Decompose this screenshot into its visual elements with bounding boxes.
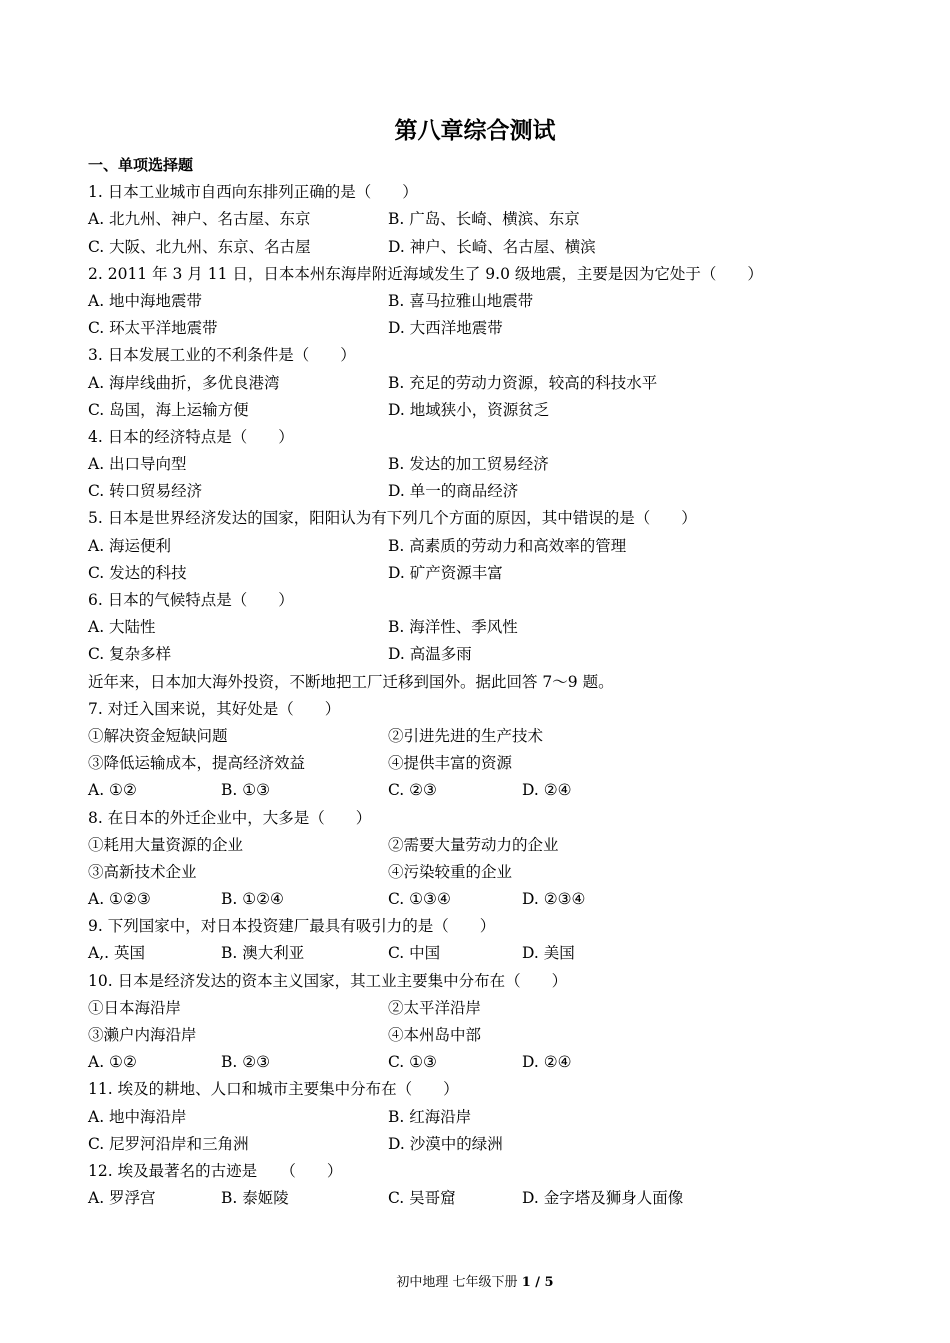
question-line: 11. 埃及的耕地、人口和城市主要集中分布在（ ） bbox=[88, 1080, 459, 1099]
options-row bbox=[88, 723, 868, 750]
option-text: A. 北九州、神户、名古屋、东京 bbox=[88, 210, 311, 229]
option-text: A. 海运便利 bbox=[88, 536, 172, 555]
option-text: D. 金字塔及狮身人面像 bbox=[522, 1189, 684, 1208]
option-text: B. 泰姬陵 bbox=[221, 1189, 289, 1208]
options-row bbox=[88, 641, 868, 668]
option-text: C. 岛国，海上运输方便 bbox=[88, 400, 249, 419]
option-text: A,. 英国 bbox=[88, 944, 145, 963]
options-row bbox=[88, 1049, 868, 1076]
options-row bbox=[88, 533, 868, 560]
option-text: ④本州岛中部 bbox=[388, 1026, 482, 1044]
option-text: B. 高素质的劳动力和高效率的管理 bbox=[388, 536, 627, 555]
options-row bbox=[88, 560, 868, 587]
option-text: C. 中国 bbox=[388, 944, 441, 963]
options-row bbox=[88, 288, 868, 315]
option-text: C. ②③ bbox=[388, 781, 437, 800]
options-row bbox=[88, 777, 868, 804]
options-row bbox=[88, 886, 868, 913]
option-text: A. 罗浮宫 bbox=[88, 1189, 156, 1208]
option-text: C. 吴哥窟 bbox=[388, 1189, 456, 1208]
options-row bbox=[88, 1185, 868, 1212]
option-text: C. ①③ bbox=[388, 1053, 437, 1072]
option-text: ②引进先进的生产技术 bbox=[388, 726, 544, 745]
section-heading: 一、单项选择题 bbox=[88, 156, 194, 174]
question-line: 4. 日本的经济特点是（ ） bbox=[88, 427, 294, 446]
option-text: A. 地中海地震带 bbox=[88, 291, 203, 310]
options-row bbox=[88, 1104, 868, 1131]
option-text: D. 高温多雨 bbox=[388, 645, 472, 664]
option-text: A. 出口导向型 bbox=[88, 455, 187, 474]
option-text: ②太平洋沿岸 bbox=[388, 998, 482, 1017]
option-text: D. 沙漠中的绿洲 bbox=[388, 1134, 503, 1153]
question-line: 7. 对迁入国来说，其好处是（ ） bbox=[88, 699, 341, 718]
options-row bbox=[88, 234, 868, 261]
option-text: D. ②③④ bbox=[522, 890, 586, 909]
question-line: 6. 日本的气候特点是（ ） bbox=[88, 591, 294, 609]
option-text: B. 喜马拉雅山地震带 bbox=[388, 291, 534, 310]
options-row bbox=[88, 832, 868, 859]
question-line: 1. 日本工业城市自西向东排列正确的是（ ） bbox=[88, 183, 418, 202]
question-line: 9. 下列国家中，对日本投资建厂最具有吸引力的是（ ） bbox=[88, 917, 496, 936]
option-text: ①耗用大量资源的企业 bbox=[88, 835, 244, 854]
question-line: 12. 埃及最著名的古迹是 （ ） bbox=[88, 1161, 343, 1180]
question-line: 10. 日本是经济发达的资本主义国家，其工业主要集中分布在（ ） bbox=[88, 971, 568, 990]
option-text: B. 海洋性、季风性 bbox=[388, 618, 518, 637]
question-content bbox=[88, 152, 868, 1212]
option-text: B. 充足的劳动力资源，较高的科技水平 bbox=[388, 373, 658, 392]
option-text: B. 广岛、长崎、横滨、东京 bbox=[388, 210, 580, 229]
options-row bbox=[88, 940, 868, 967]
question-line: 3. 日本发展工业的不利条件是（ ） bbox=[88, 346, 356, 365]
option-text: C. 大阪、北九州、东京、名古屋 bbox=[88, 237, 311, 256]
option-text: A. 海岸线曲折，多优良港湾 bbox=[88, 373, 280, 392]
options-row bbox=[88, 478, 868, 505]
question-line: 近年来，日本加大海外投资，不断地把工厂迁移到国外。据此回答 7～9 题。 bbox=[88, 672, 614, 691]
option-text: C. 发达的科技 bbox=[88, 563, 187, 582]
option-text: A. ①②③ bbox=[88, 890, 151, 909]
option-text: ③濑户内海沿岸 bbox=[88, 1026, 197, 1044]
page-title: 第八章综合测试 bbox=[394, 118, 556, 144]
option-text: B. 红海沿岸 bbox=[388, 1107, 472, 1126]
options-row bbox=[88, 614, 868, 641]
option-text: D. 矿产资源丰富 bbox=[388, 563, 503, 582]
question-list bbox=[88, 179, 868, 1212]
option-text: B. 澳大利亚 bbox=[221, 944, 305, 963]
option-text: A. ①② bbox=[88, 781, 137, 800]
options-row bbox=[88, 370, 868, 397]
options-row bbox=[88, 859, 868, 886]
options-row bbox=[88, 397, 868, 424]
question-line: 8. 在日本的外迁企业中，大多是（ ） bbox=[88, 808, 372, 827]
option-text: ②需要大量劳动力的企业 bbox=[388, 835, 559, 854]
option-text: ①日本海沿岸 bbox=[88, 998, 182, 1017]
options-row bbox=[88, 451, 868, 478]
options-row bbox=[88, 315, 868, 342]
option-text: D. 美国 bbox=[522, 944, 575, 963]
option-text: C. ①③④ bbox=[388, 890, 451, 909]
option-text: ①解决资金短缺问题 bbox=[88, 726, 228, 745]
option-text: D. 单一的商品经济 bbox=[388, 482, 519, 501]
option-text: B. ①③ bbox=[221, 781, 271, 800]
option-text: D. ②④ bbox=[522, 1053, 572, 1072]
option-text: ③降低运输成本，提高经济效益 bbox=[88, 754, 306, 773]
options-row bbox=[88, 1022, 868, 1049]
option-text: C. 转口贸易经济 bbox=[88, 482, 203, 501]
option-text: A. 地中海沿岸 bbox=[88, 1107, 187, 1126]
question-line: 5. 日本是世界经济发达的国家，阳阳认为有下列几个方面的原因，其中错误的是（ ） bbox=[88, 509, 697, 528]
option-text: A. ①② bbox=[88, 1053, 137, 1072]
option-text: C. 尼罗河沿岸和三角洲 bbox=[88, 1134, 249, 1153]
option-text: B. 发达的加工贸易经济 bbox=[388, 455, 549, 474]
options-row bbox=[88, 1131, 868, 1158]
option-text: ③高新技术企业 bbox=[88, 862, 197, 881]
footer-label: 初中地理 七年级下册 bbox=[396, 1275, 518, 1290]
option-text: D. 大西洋地震带 bbox=[388, 319, 503, 338]
option-text: A. 大陆性 bbox=[88, 618, 156, 637]
option-text: D. ②④ bbox=[522, 781, 572, 800]
option-text: C. 复杂多样 bbox=[88, 645, 172, 664]
question-line: 2. 2011 年 3 月 11 日，日本本州东海岸附近海域发生了 9.0 级地震，主要是因为它处于（ ） bbox=[88, 264, 763, 283]
option-text: D. 地域狭小，资源贫乏 bbox=[388, 400, 550, 419]
options-row bbox=[88, 206, 868, 233]
options-row bbox=[88, 750, 868, 777]
page-number: 1 / 5 bbox=[521, 1275, 554, 1290]
option-text: B. ①②④ bbox=[221, 890, 284, 909]
option-text: ④污染较重的企业 bbox=[388, 862, 513, 881]
page-footer bbox=[0, 1271, 950, 1290]
options-row bbox=[88, 995, 868, 1022]
option-text: C. 环太平洋地震带 bbox=[88, 319, 218, 338]
option-text: D. 神户、长崎、名古屋、横滨 bbox=[388, 237, 596, 256]
option-text: ④提供丰富的资源 bbox=[388, 754, 513, 773]
option-text: B. ②③ bbox=[221, 1053, 271, 1072]
